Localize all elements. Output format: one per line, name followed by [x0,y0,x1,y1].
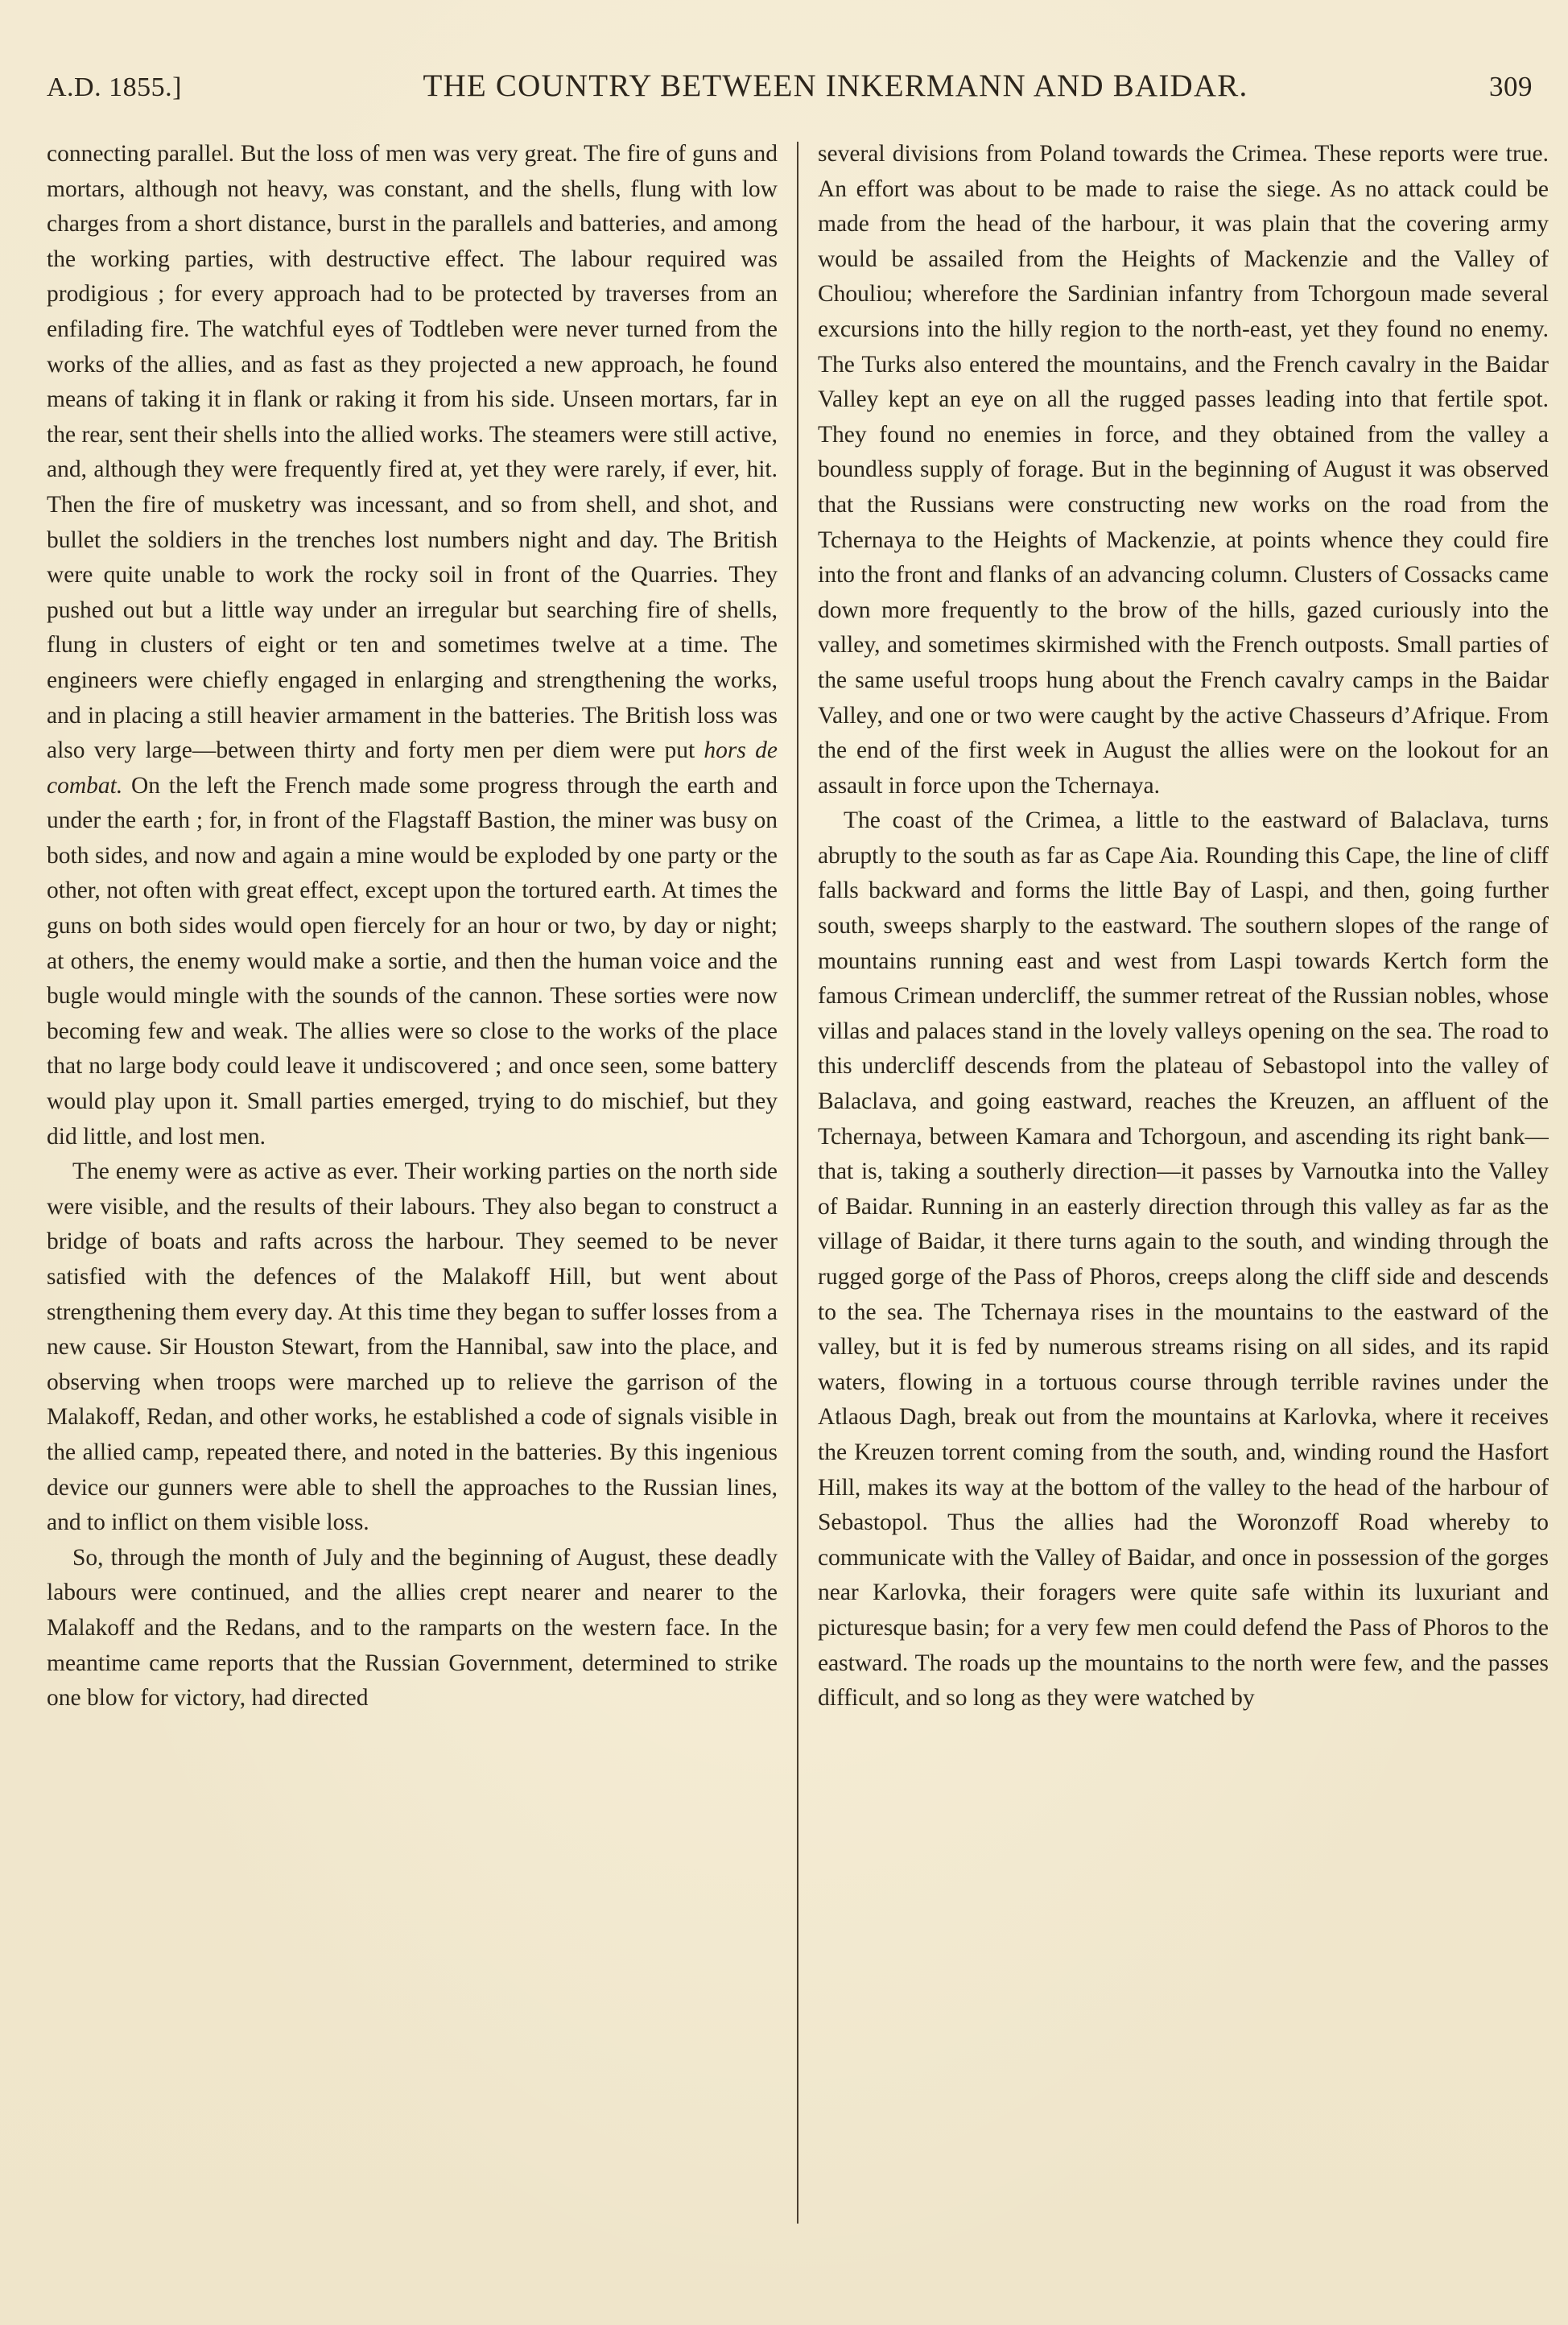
chapter-title: THE COUNTRY BETWEEN INKERMANN AND BAIDAR. [423,68,1248,103]
page-number: 309 [1489,71,1533,102]
paragraph: The enemy were as active as ever. Their working parties on the north side were visible, and the results of their labours. They also began to construct a bridge of boats and rafts across the harbour. They seemed to be never satisfied with the defences of the Malakoff Hill, but went about strengthening them every day. At this time they began to suffer losses from a new cause. Sir Houston Stewart, from the Hannibal, saw into the place, and observing when troops were marched up to relieve the garrison of the Malakoff, Redan, and other works, he established a code of signals visible in the allied camp, repeated there, and noted in the batteries. By this ingenious device our gunners were able to shell the approaches to the Russian lines, and to inflict on them visible loss. [47,1158,778,1536]
paragraph [47,137,778,1154]
right-column [818,137,1549,2246]
text-columns [47,137,1549,2246]
paragraph-text: connecting parallel. But the loss of men was very great. The fire of guns and mortars, although not heavy, was constant, and the shells, flung with low charges from a short distance, burst in the parallels and batteries, and among the working parties, with destructive effect. The labour required was prodigious ; for every approach had to be protected by traverses from an enfilading fire. The watchful eyes of Todtleben were never turned from the works of the allies, and as fast as they projected a new approach, he found means of taking it in flank or raking it from his side. Unseen mortars, far in the rear, sent their shells into the allied works. The steamers were still active, and, although they were frequently fired at, yet they were rarely, if ever, hit. Then the fire of musketry was incessant, and so from shell, and shot, and bullet the soldiers in the trenches lost numbers night and day. The British were quite unable to work the rocky soil in front of the Quarries. They pushed out but a little way under an irregular but searching fire of shells, flung in clusters of eight or ten and sometimes twelve at a time. The engineers were chiefly engaged in enlarging and strengthening the works, and in placing a still heavier armament in the batteries. The British loss was also very large—between thirty and forty men per diem were put [47,141,778,764]
running-head [47,68,1533,113]
header-date: A.D. 1855.] [47,72,182,102]
paragraph-text: On the left the French made some progress through the earth and under the earth ; for, in front of the Flagstaff Bastion, the miner was busy on both sides, and now and again a mine would be exploded by one party or the other, not often with great effect, except upon the tortured earth. At times the guns on both sides would open fiercely for an hour or two, by day or night; at others, the enemy would make a sortie, and then the human voice and the bugle would mingle with the sounds of the cannon. These sorties were now becoming few and weak. The allies were so close to the works of the place that no large body could leave it undiscovered ; and once seen, some battery would play upon it. Small parties emerged, trying to do mischief, but they did little, and lost men. [47,772,778,1150]
paragraph: The coast of the Crimea, a little to the eastward of Balaclava, turns abruptly to the south as far as Cape Aia. Rounding this Cape, the line of cliff falls backward and forms the little Bay of Laspi, and then, going further south, sweeps sharply to the eastward. The southern slopes of the range of mountains running east and west from Laspi towards Kertch form the famous Crimean undercliff, the summer retreat of the Russian nobles, whose villas and palaces stand in the lovely valleys opening on the sea. The road to this undercliff descends from the plateau of Sebastopol into the valley of Balaclava, and going eastward, reaches the Kreuzen, an affluent of the Tchernaya, between Kamara and Tchorgoun, and ascending its right bank—that is, taking a southerly direction—it passes by Varnoutka into the Valley of Baidar. Running in an easterly direction through this valley as far as the village of Baidar, it there turns again to the south, and winding through the rugged gorge of the Pass of Phoros, creeps along the cliff side and descends to the sea. The Tchernaya rises in the mountains to the eastward of the valley, but it is fed by numerous streams rising on all sides, and its rapid waters, flowing in a tortuous course through terrible ravines under the Atlaous Dagh, break out from the mountains at Karlovka, where it receives the Kreuzen torrent coming from the south, and, winding round the Hasfort Hill, makes its way at the bottom of the valley to the head of the harbour of Sebastopol. Thus the allies had the Woronzoff Road whereby to communicate with the Valley of Baidar, and once in possession of the gorges near Karlovka, their foragers were quite safe within its luxuriant and picturesque basin; for a very few men could defend the Pass of Phoros to the eastward. The roads up the mountains to the north were few, and the passes difficult, and so long as they were watched by [818,807,1549,1712]
left-column [47,137,778,2246]
paragraph: So, through the month of July and the beginning of August, these deadly labours were continued, and the allies crept nearer and nearer to the Malakoff and the Redans, and to the ramparts on the western face. In the meantime came reports that the Russian Government, determined to strike one blow for victory, had directed [47,1544,778,1712]
column-divider [797,142,798,2224]
italic-phrase: hors de combat. [47,737,778,799]
paragraph: several divisions from Poland towards the Crimea. These reports were true. An effort was about to be made to raise the siege. As no attack could be made from the head of the harbour, it was plain that the covering army would be assailed from the Heights of Mackenzie and the Valley of Chouliou; wherefore the Sardinian infantry from Tchorgoun made several excursions into the hilly region to the north-east, yet they found no enemy. The Turks also entered the mountains, and the French cavalry in the Baidar Valley kept an eye on all the rugged passes leading into that fertile spot. They found no enemies in force, and they obtained from the valley a boundless supply of forage. But in the beginning of August it was observed that the Russians were constructing new works on the road from the Tchernaya to the Heights of Mackenzie, at points whence they could fire into the front and flanks of an advancing column. Clusters of Cossacks came down more frequently to the brow of the hills, gazed curiously into the valley, and sometimes skirmished with the French outposts. Small parties of the same useful troops hung about the French cavalry camps in the Baidar Valley, and one or two were caught by the active Chasseurs d’Afrique. From the end of the first week in August the allies were on the lookout for an assault in force upon the Tchernaya. [818,141,1549,799]
